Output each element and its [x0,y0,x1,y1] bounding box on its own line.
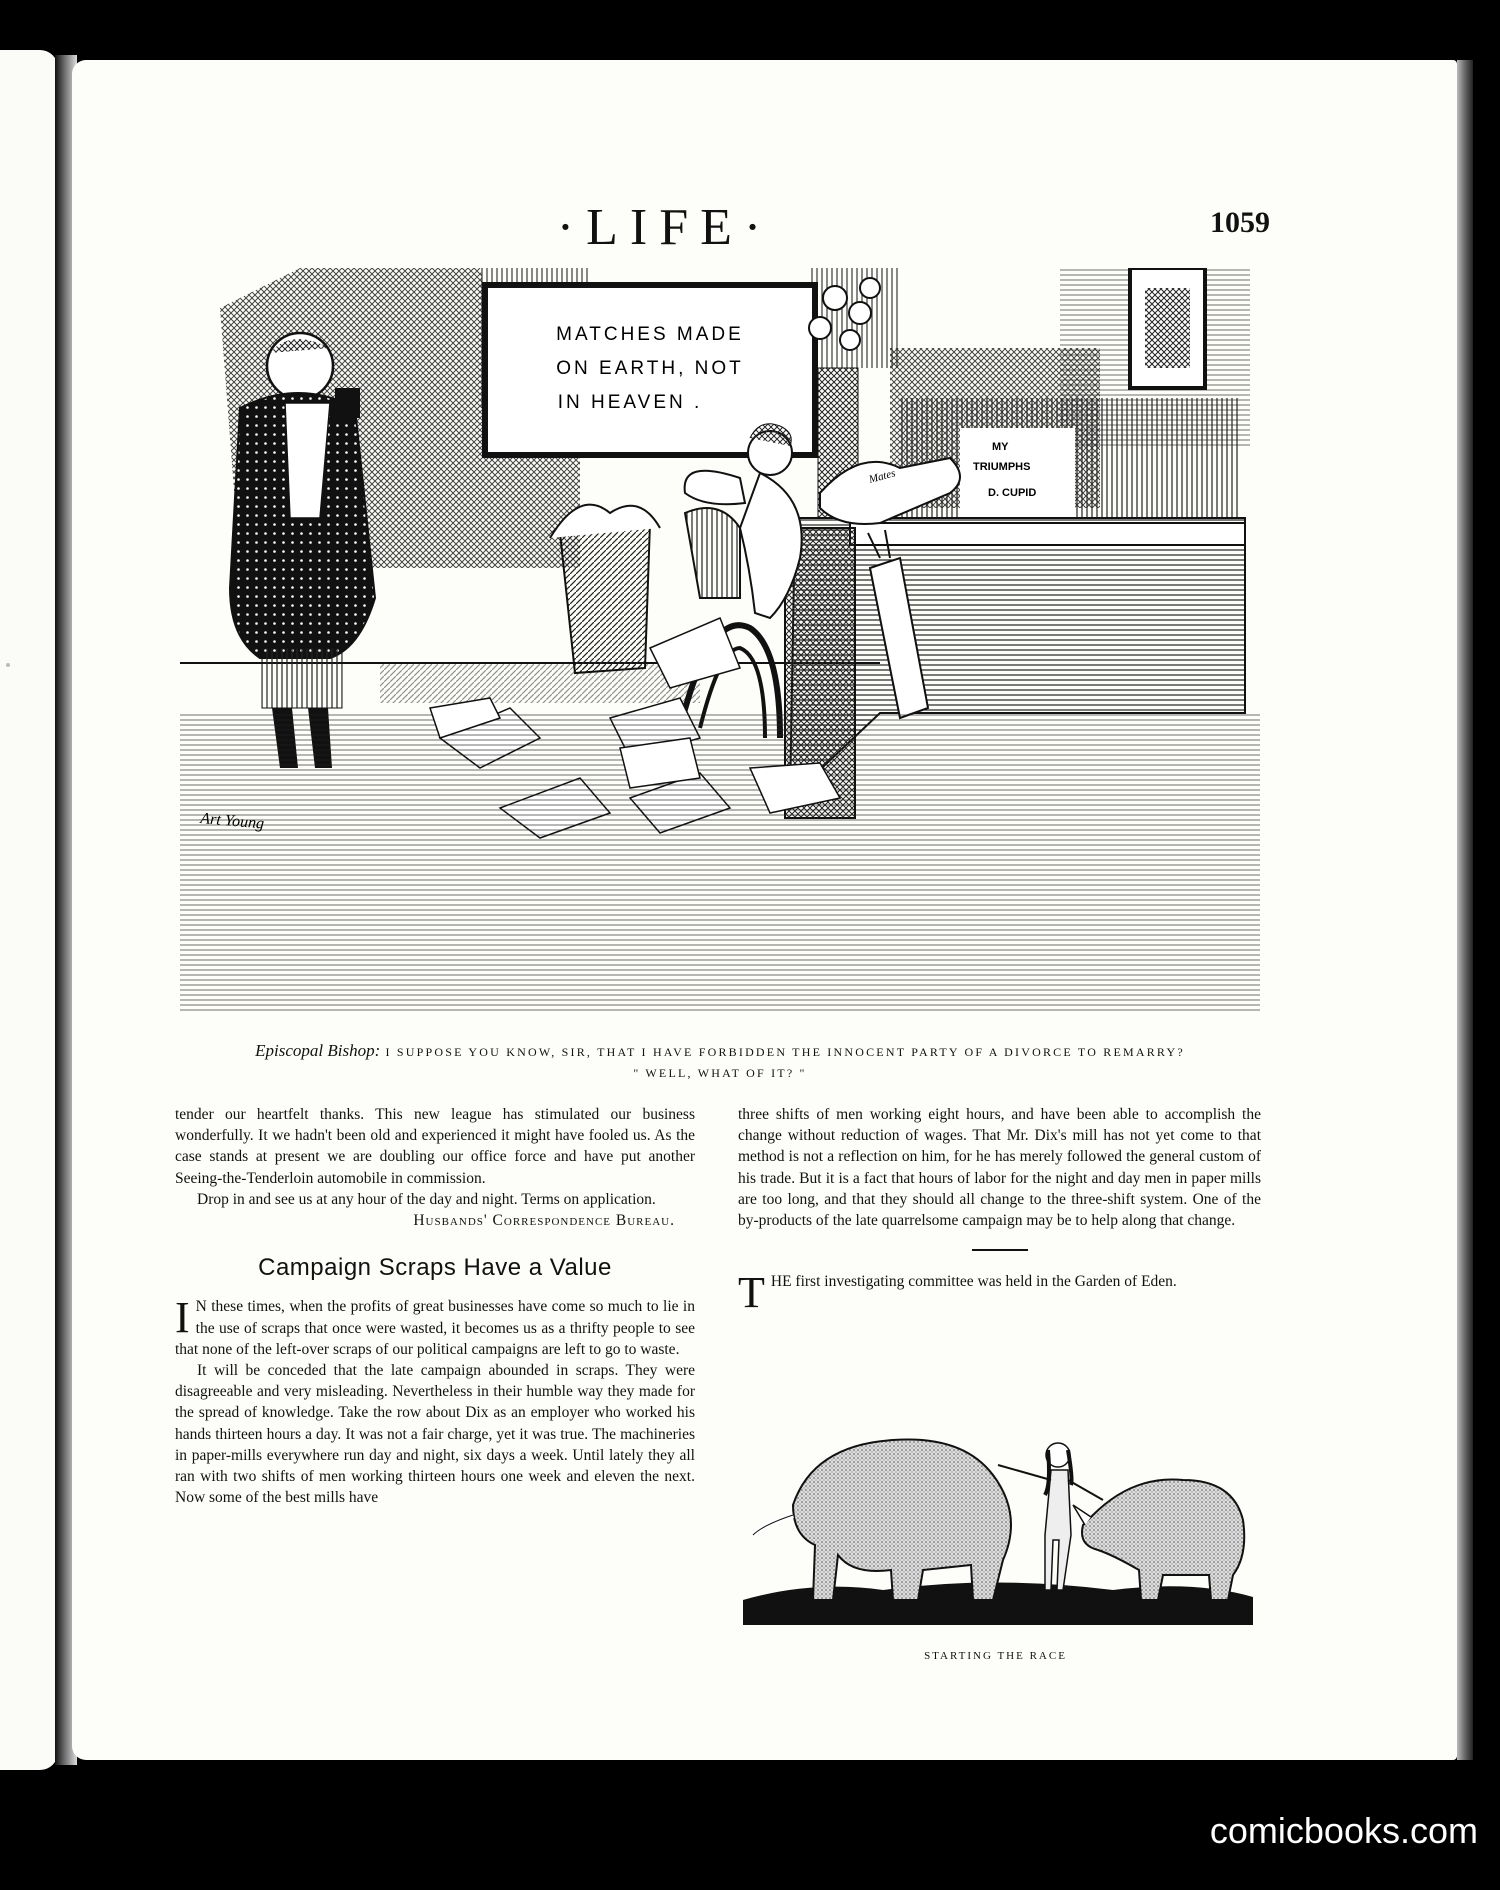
article-paragraph-1 [175,1293,695,1360]
eden-paragraph-text: HE first investigating committee was held in the Garden of Eden. [770,1273,1177,1291]
masthead: ·LIFE· [556,199,774,256]
article-paragraph-1-text: N these times, when the profits of great businesses have come so much to lie in the use of scraps that once were wasted, it becomes us as a thrifty people to see that none of the left-over scraps of our political campaigns are left to go to waste. [175,1298,695,1358]
sign-line-1: MATCHES MADE [556,324,744,345]
eden-paragraph [738,1268,1261,1318]
artist-signature: Art Young [199,810,265,833]
shelf-label-my: MY [992,441,1009,453]
right-page-edge [1457,60,1473,1760]
caption-line-2: " WELL, WHAT OF IT? " [633,1066,807,1080]
cartoon-caption [175,1040,1265,1084]
article-continuation: three shifts of men working eight hours, and have been able to accomplish the change without reduction of wages. That Mr. Dix's mill has not yet come to that method is not a reflection on him, for he has merely followed the general custom of his trade. But it is a fact that hours of labor for the night and day men in paper mills are too long, and that they should all change to the three-shift system. One of the by-products of the late quarrelsome campaign may be to help along that change. [738,1106,1261,1230]
cartoon-illustration [180,268,1260,1013]
bureau-signature: Husbands' Correspondence Bureau. [413,1212,675,1230]
section-divider [972,1249,1028,1251]
intro-paragraph: tender our heartfelt thanks. This new league has stimulated our business wonderfully. It we hadn't been old and experienced it might have fooled us. As the case stands at present we are doubling our office force and have put another Seeing-the-Tenderloin automobile in commission. [175,1106,695,1187]
caption-speaker: Episcopal Bishop: [255,1041,381,1060]
drop-cap: T [738,1268,765,1318]
scroll-text: Mates [867,467,897,486]
left-column [175,1104,695,1508]
left-page-edge [0,50,58,1770]
site-watermark: comicbooks.com [1209,1810,1478,1851]
right-column [738,1104,1261,1318]
illustration-caption: STARTING THE RACE [924,1650,1067,1662]
starting-the-race-illustration [733,1385,1258,1645]
article-paragraph-2: It will be conceded that the late campaign abounded in scraps. They were disagreeable and very misleading. Nevertheless in their humble way they made for the spread of knowledge. Take the row about Dix as an employer who worked his hands thirteen hours a day. It was not a fair charge, yet it was true. The machineries in paper-mills everywhere run day and night, six days a week. Until lately they all ran with two shifts of men working thirteen hours one week and eleven the next. Now some of the best mills have [175,1362,695,1507]
sign-line-3: IN HEAVEN . [557,392,703,413]
shelf-label-triumphs: TRIUMPHS [973,461,1031,473]
drop-cap: I [175,1293,190,1343]
caption-line-1: I SUPPOSE YOU KNOW, SIR, THAT I HAVE FORBIDDEN THE INNOCENT PARTY OF A DIVORCE TO REMARRY? [385,1045,1185,1059]
speck [6,663,10,667]
shelf-label-cupid: D. CUPID [988,487,1037,499]
sign-line-2: ON EARTH, NOT [556,358,744,379]
drop-in-paragraph: Drop in and see us at any hour of the day and night. Terms on application. [197,1190,656,1208]
page-number: 1059 [1210,206,1270,239]
article-heading: Campaign Scraps Have a Value [258,1254,612,1282]
